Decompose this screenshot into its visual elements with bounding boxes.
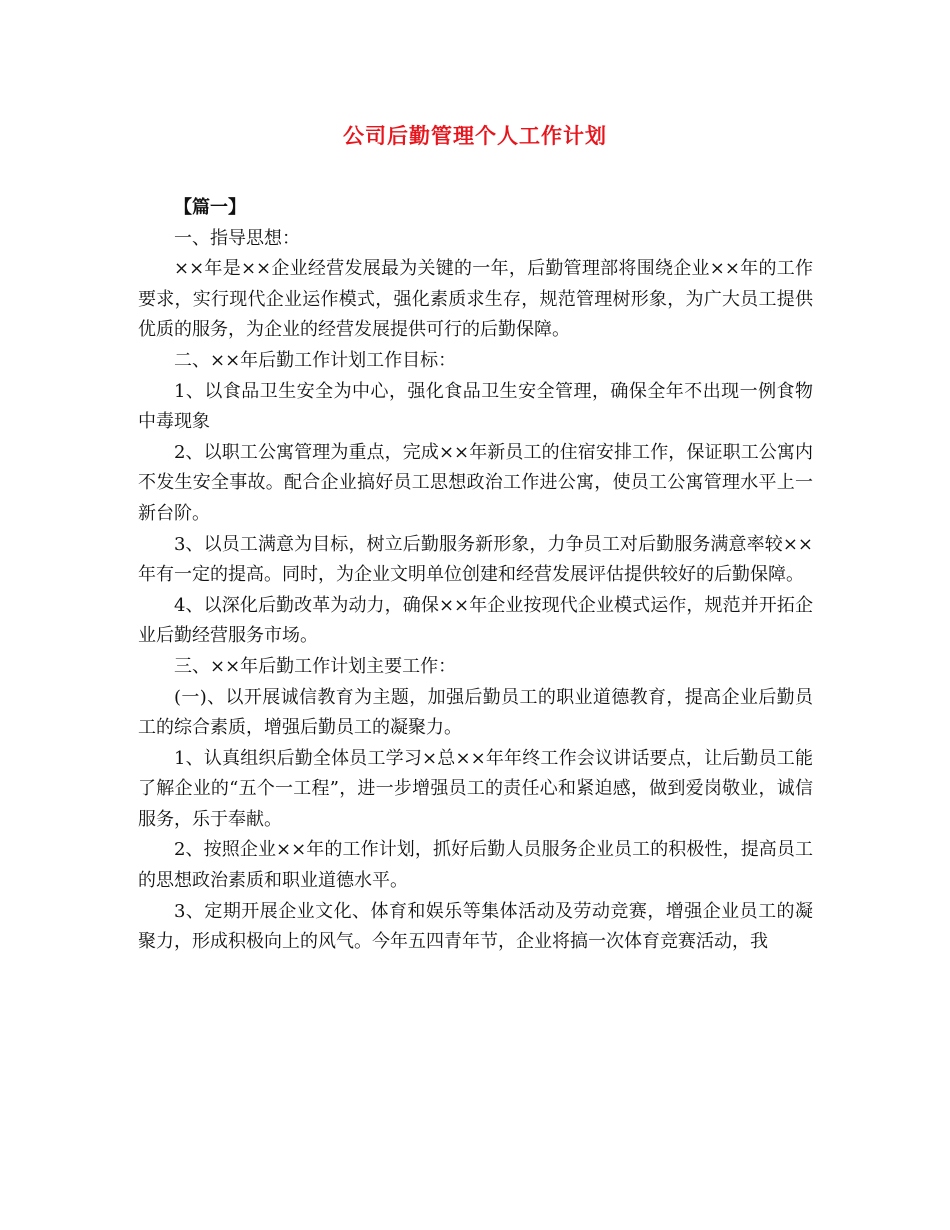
- paragraph: 3、以员工满意为目标，树立后勤服务新形象，力争员工对后勤服务满意率较××年有一定的提高。同时，为企业文明单位创建和经营发展评估提供较好的后勤保障。: [138, 533, 813, 586]
- section-heading: 【篇一】: [174, 197, 246, 218]
- document-title: 公司后勤管理个人工作计划: [343, 123, 607, 148]
- paragraph: 1、以食品卫生安全为中心，强化食品卫生安全管理，确保全年不出现一例食物中毒现象: [138, 380, 813, 433]
- paragraph: (一)、以开展诚信教育为主题，加强后勤员工的职业道德教育，提高企业后勤员工的综合素质，增强后勤员工的凝聚力。: [138, 686, 813, 739]
- paragraph-heading-main-work: 三、××年后勤工作计划主要工作：: [174, 655, 457, 677]
- document-body: [138, 193, 813, 958]
- paragraph: 2、按照企业××年的工作计划，抓好后勤人员服务企业员工的积极性，提高员工的思想政治素质和职业道德水平。: [138, 839, 813, 892]
- paragraph: 1、认真组织后勤全体员工学习×总××年年终工作会议讲话要点，让后勤员工能了解企业的“五个一工程”，进一步增强员工的责任心和紧迫感，做到爱岗敬业，诚信服务，乐于奉献。: [138, 747, 813, 830]
- paragraph: 4、以深化后勤改革为动力，确保××年企业按现代企业模式运作，规范并开拓企业后勤经营服务市场。: [138, 594, 813, 647]
- paragraph: 3、定期开展企业文化、体育和娱乐等集体活动及劳动竞赛，增强企业员工的凝聚力，形成积极向上的风气。今年五四青年节，企业将搞一次体育竞赛活动，我: [138, 900, 813, 953]
- paragraph-heading-goals: 二、××年后勤工作计划工作目标：: [174, 349, 457, 371]
- paragraph: ××年是××企业经营发展最为关键的一年，后勤管理部将围绕企业××年的工作要求，实行现代企业运作模式，强化素质求生存，规范管理树形象，为广大员工提供优质的服务，为企业的经营发展提供可行的后勤保障。: [138, 258, 813, 341]
- paragraph: 2、以职工公寓管理为重点，完成××年新员工的住宿安排工作，保证职工公寓内不发生安全事故。配合企业搞好员工思想政治工作进公寓，使员工公寓管理水平上一新台阶。: [138, 441, 813, 524]
- paragraph-heading-guiding-thought: 一、指导思想：: [174, 227, 300, 249]
